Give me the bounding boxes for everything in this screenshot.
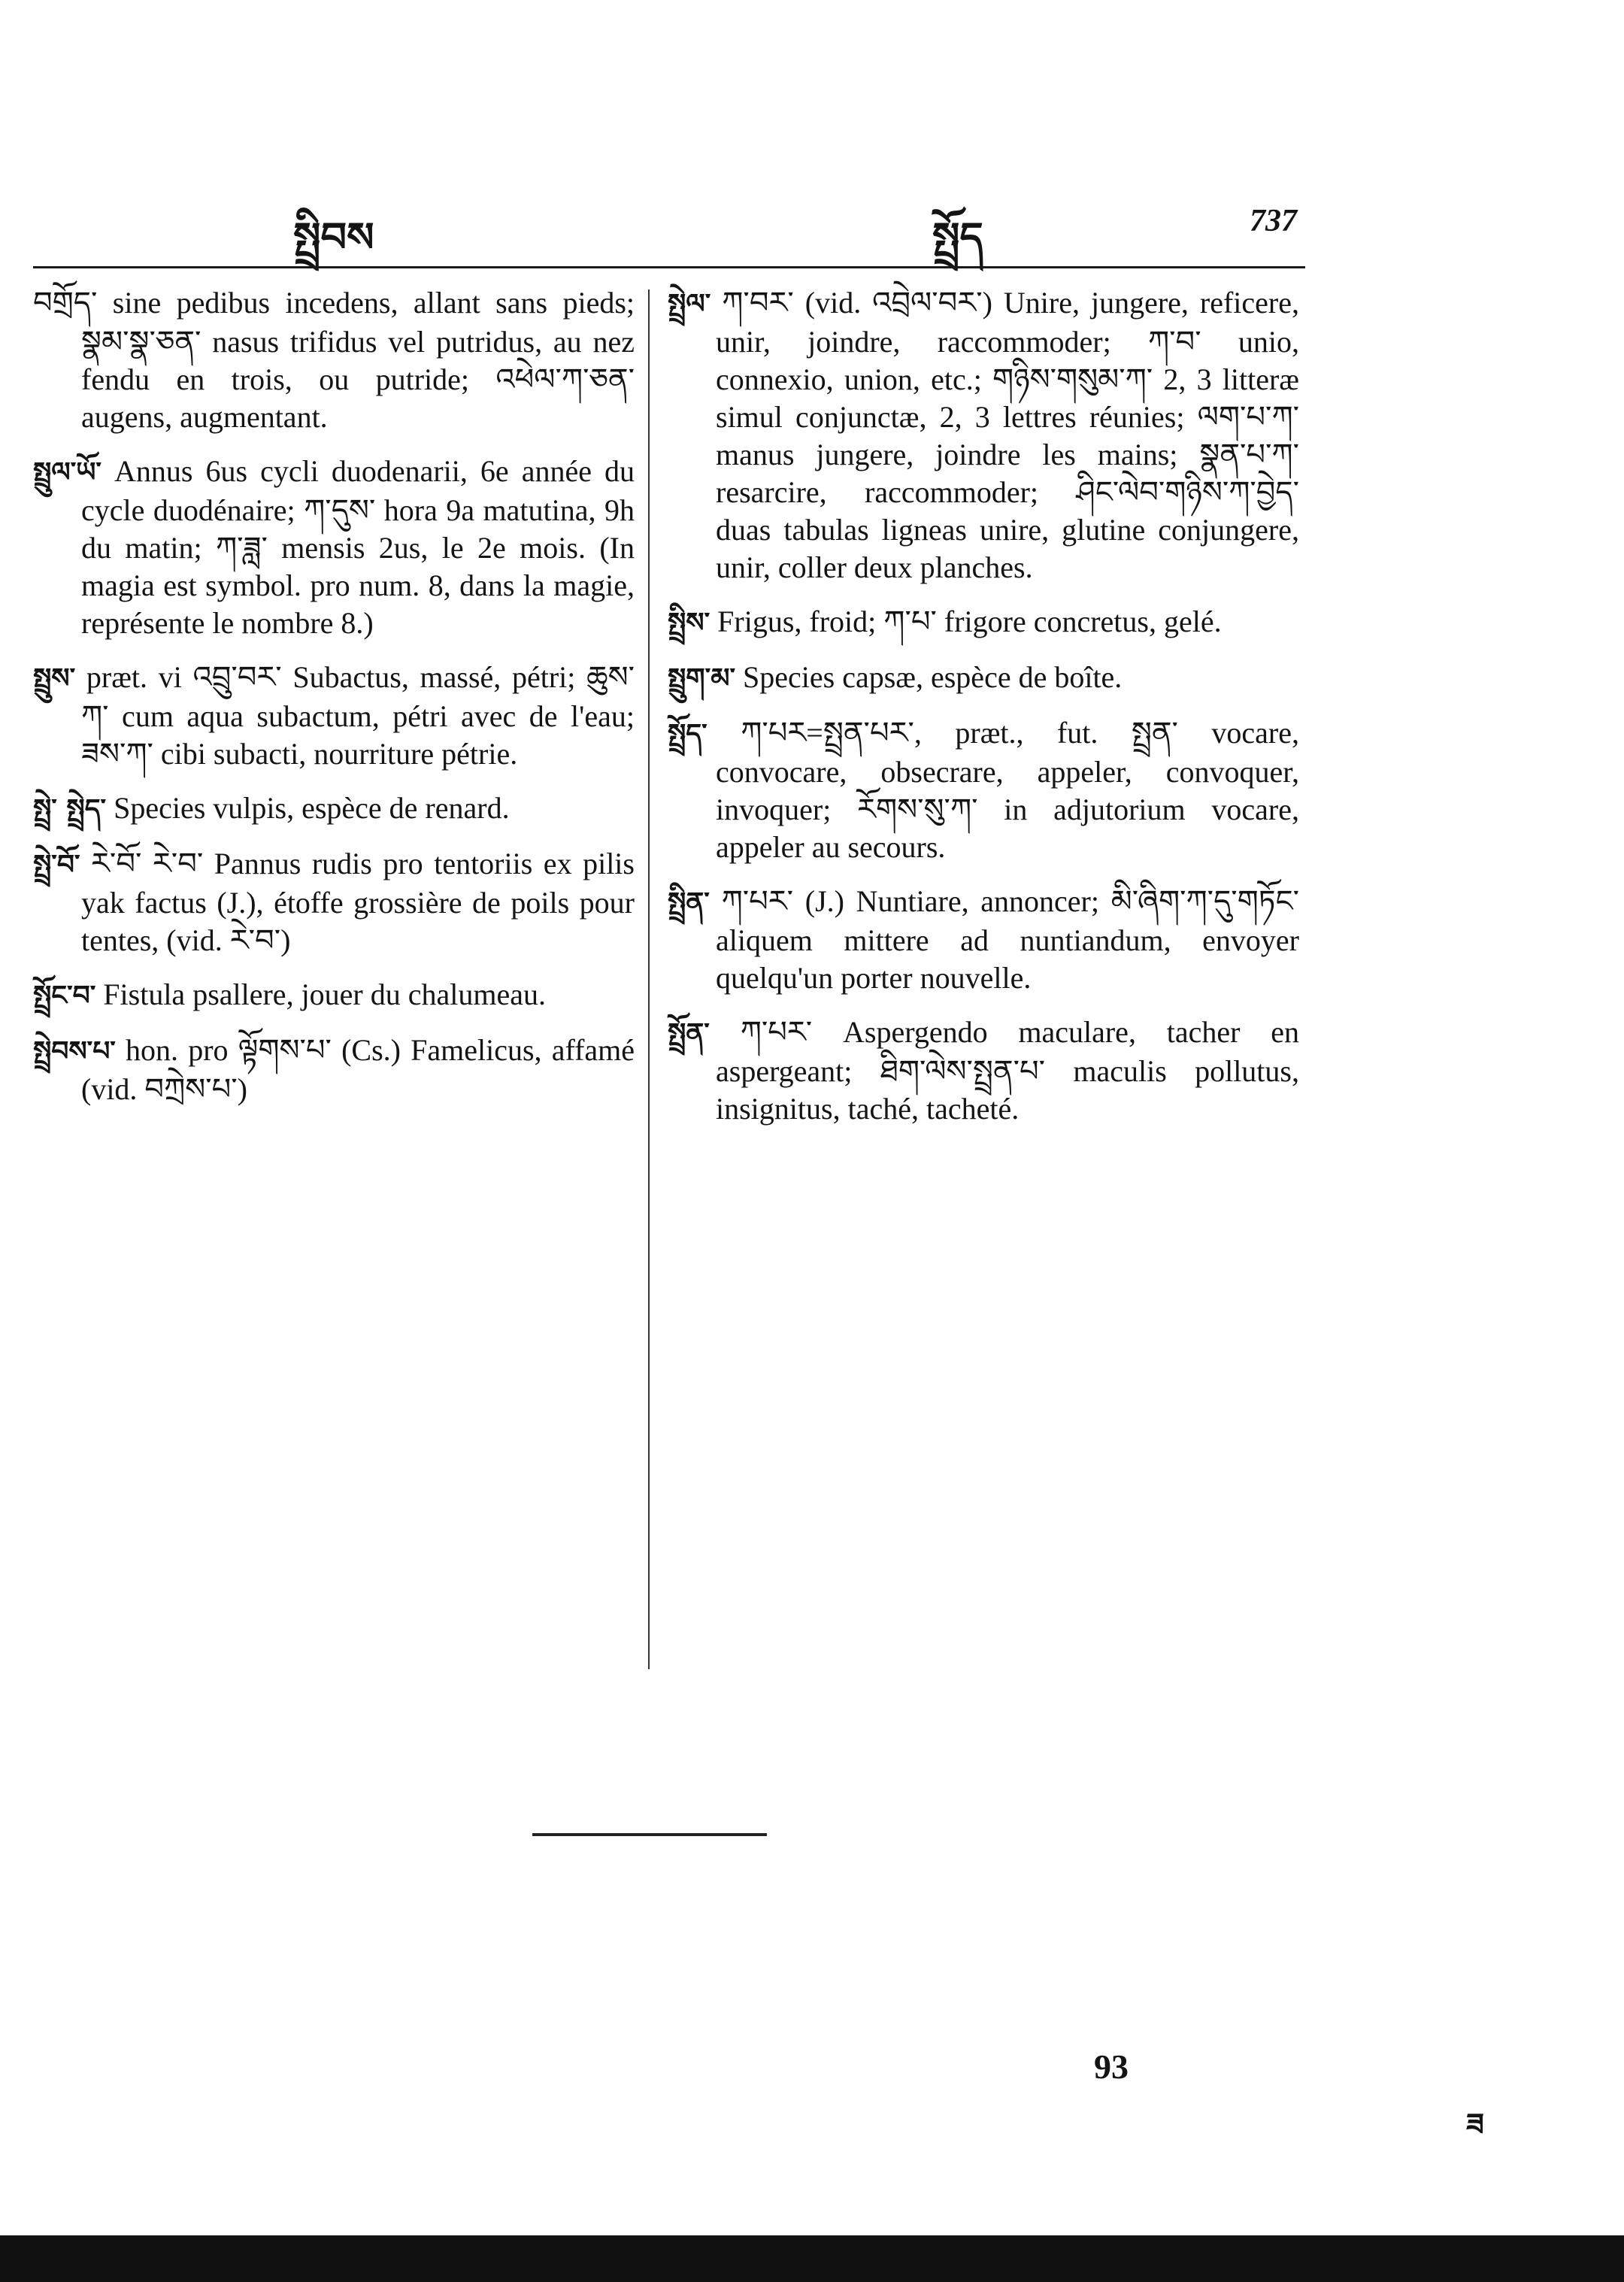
header-rule xyxy=(33,266,1305,268)
dictionary-entry xyxy=(33,789,635,829)
entry-definition: ཀ་པར་ Aspergendo maculare, tacher en aspergeant; ཐིག་ལེས་སྤྲན་པ་ maculis pollutus, insignitus, taché, tacheté. xyxy=(716,1015,1300,1126)
left-column xyxy=(33,284,635,1125)
dictionary-entry xyxy=(668,714,1299,866)
page-number: 737 xyxy=(1250,204,1297,238)
entry-definition: præt. vi འབྲུ་བར་ Subactus, massé, pétri; ཆུས་ཀ་ cum aqua subactum, pétri avec de l'eau; ཟས་ཀ་ cibi subacti, nourriture pétrie. xyxy=(81,660,635,771)
dictionary-entry xyxy=(668,284,1299,586)
dictionary-entry xyxy=(33,453,635,642)
entry-headword: སྤྲོང་བ་ xyxy=(33,980,96,1011)
entry-definition: Annus 6us cycli duodenarii, 6e année du cycle duodénaire; ཀ་དུས་ hora 9a matutina, 9h du matin; ཀ་ཟླ་ mensis 2us, le 2e mois. (In magia est symbol. pro num. 8, dans la magie, représente le nombre 8.) xyxy=(81,454,635,640)
entry-definition: ཀ་བར་ (vid. འབྲེལ་བར་) Unire, jungere, reficere, unir, joindre, raccommoder; ཀ་བ་ unio, connexio, union, etc.; གཉིས་གསུམ་ཀ་ 2, 3 litteræ simul conjunctæ, 2, 3 lettres réunies; ལག་པ་ཀ་ manus jungere, joindre les mains; སྣན་པ་ཀ་ resarcire, raccommoder; ཤིང་ལེབ་གཉིས་ཀ་བྱེད་ duas tabulas ligneas unire, glutine conjungere, unir, coller deux planches. xyxy=(716,286,1299,584)
dictionary-entry xyxy=(33,1032,635,1108)
dictionary-entry xyxy=(33,976,635,1015)
entry-definition: hon. pro ལྟོགས་པ་ (Cs.) Famelicus, affamé (vid. བཀྲེས་པ་) xyxy=(81,1033,635,1106)
entry-definition: ཀ་པར=སྤྲན་པར་, præt., fut. སྤྲན་ vocare, convocare, obsecrare, appeler, convoquer, invoquer; རོགས་སུ་ཀ་ in adjutorium vocare, appeler au secours. xyxy=(716,716,1299,864)
entry-definition: Species capsæ, espèce de boîte. xyxy=(743,660,1123,694)
entry-headword: སྤྲིས་ xyxy=(668,608,710,638)
dictionary-entry xyxy=(33,845,635,959)
end-rule xyxy=(532,1833,767,1836)
entry-definition: བགྲོད་ sine pedibus incedens, allant sans pieds; སྣམ་སྣ་ཅན་ nasus trifidus vel putridus, au nez fendu en trois, ou putride; འཕེལ་ཀ་ཅན་ augens, augmentant. xyxy=(33,286,635,434)
scan-edge-bar xyxy=(0,2235,1624,2282)
entry-headword: སྤྲོན་ xyxy=(668,1018,710,1049)
entry-headword: སྤྲུལ་ཡོ་ xyxy=(33,457,102,488)
signature-mark: ཟ xyxy=(1466,2108,1484,2142)
entry-headword: སྤྲུག་མ་ xyxy=(668,663,736,694)
dictionary-entry xyxy=(668,883,1299,997)
entry-headword: སྤྲོད་ xyxy=(668,719,707,750)
entry-headword: སྤྲིན་ xyxy=(668,887,710,918)
entry-headword: སྤྲུས་ xyxy=(33,663,76,694)
signature-folio: 93 xyxy=(1094,2047,1129,2086)
entry-headword: སྤྲེ་ སྤྲེད་ xyxy=(33,794,107,825)
entry-headword: སྤྲེལ་ xyxy=(668,289,711,320)
entry-definition: ཀ་པར་ (J.) Nuntiare, annoncer; མི་ཞིག་ཀ་དུ་གཏོང་ aliquem mittere ad nuntiandum, envoyer quelqu'un porter nouvelle. xyxy=(716,884,1299,995)
entry-definition: རེ་བོ་ རེ་བ་ Pannus rudis pro tentoriis ex pilis yak factus (J.), étoffe grossière de poils pour tentes, (vid. རེ་བ་) xyxy=(81,847,635,957)
running-head-center: སྤྲོད xyxy=(932,214,983,261)
column-divider xyxy=(648,289,650,1669)
entry-headword: སྤྲེབས་པ་ xyxy=(33,1036,116,1067)
entry-headword: སྤྲེ་བོ་ xyxy=(33,850,80,880)
dictionary-entry xyxy=(668,603,1299,642)
dictionary-entry xyxy=(33,659,635,773)
running-head-left: སྤྲིབས xyxy=(293,214,374,261)
entry-definition: Species vulpis, espèce de renard. xyxy=(114,791,510,825)
right-column xyxy=(668,284,1299,1144)
dictionary-entry xyxy=(668,1014,1299,1128)
dictionary-entry xyxy=(33,284,635,436)
dictionary-entry xyxy=(668,659,1299,698)
entry-definition: Frigus, froid; ཀ་པ་ frigore concretus, gelé. xyxy=(717,605,1222,638)
entry-definition: Fistula psallere, jouer du chalumeau. xyxy=(103,977,546,1011)
